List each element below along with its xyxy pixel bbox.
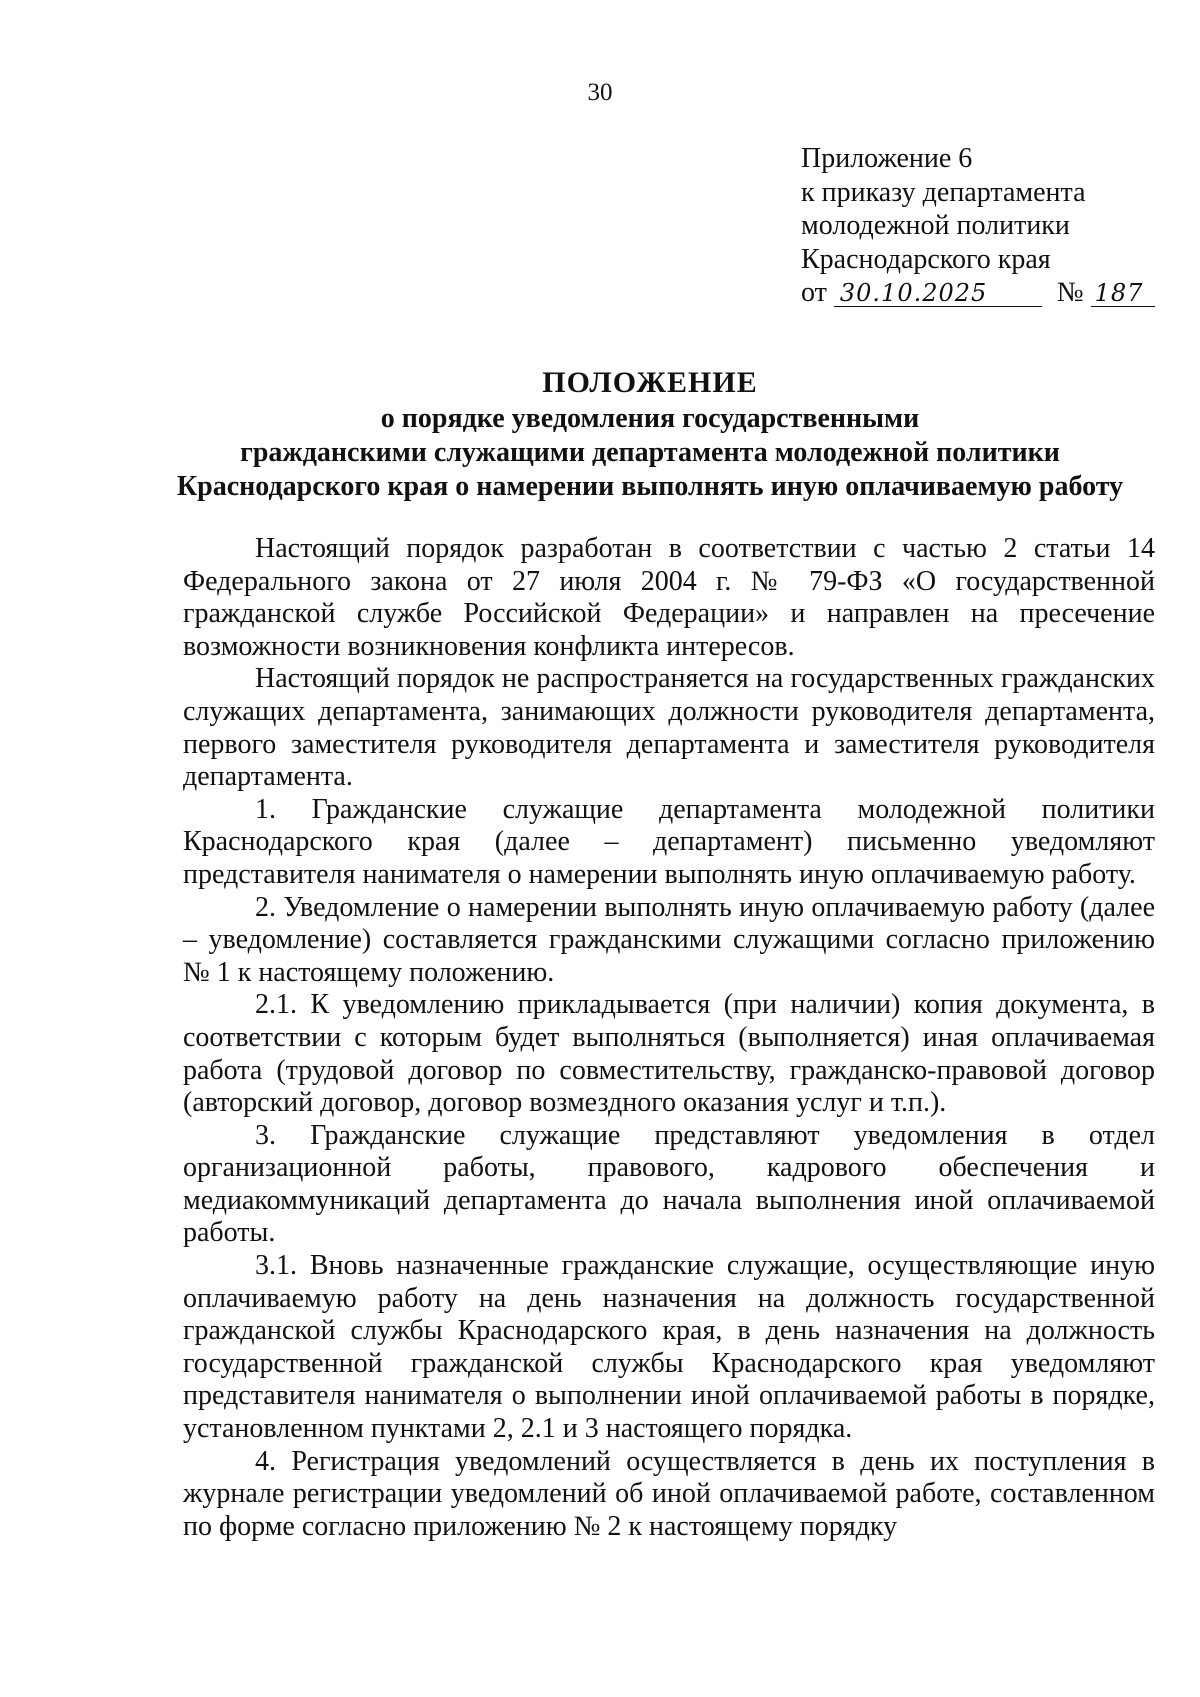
handwritten-date: 30.10.2025: [839, 279, 988, 307]
document-title: [150, 364, 1150, 504]
paragraph: 3.1. Вновь назначенные гражданские служащие, осуществляющие иную оплачиваемую работу на день назначения на должность государственной гражданской службы Краснодарского края, в день назначения на должность государственной гражданской службы Краснодарского края уведомляют представителя нанимателя о выполнении иной оплачиваемой работы в порядке, установленном пунктами 2, 2.1 и 3 настоящего порядка.: [183, 1250, 1155, 1445]
paragraph: 2.1. К уведомлению прикладывается (при наличии) копия документа, в соответствии с которым будет выполняться (выполняется) иная оплачиваемая работа (трудовой договор по совместительству, гражданско-правовой договор (авторский договор, договор возмездного оказания услуг и т.п.).: [183, 989, 1155, 1119]
paragraph: 1. Гражданские служащие департамента молодежной политики Краснодарского края (далее – департамент) письменно уведомляют представителя нанимателя о намерении выполнять иную оплачиваемую работу.: [183, 793, 1155, 890]
paragraph: 4. Регистрация уведомлений осуществляется в день их поступления в журнале регистрации уведомлений об иной оплачиваемой работе, составленном по форме согласно приложению № 2 к настоящему порядку: [183, 1445, 1155, 1542]
appendix-header: [801, 142, 1161, 310]
date-prefix: от: [801, 277, 827, 308]
handwritten-number: 187: [1094, 279, 1144, 307]
paragraph: Настоящий порядок разработан в соответствии с частью 2 статьи 14 Федерального закона от 27 июля 2004 г. № 79-ФЗ «О государственной гражданской службе Российской Федерации» и направлен на пресечение возможности возникновения конфликта интересов.: [183, 533, 1155, 662]
document-body: [183, 533, 1155, 1543]
title-line: Краснодарского края о намерении выполнять иную оплачиваемую работу: [176, 471, 1124, 502]
appendix-line: Краснодарского края: [801, 243, 1051, 275]
page-number: 30: [587, 79, 613, 106]
number-prefix: №: [1056, 277, 1084, 308]
paragraph: 2. Уведомление о намерении выполнять иную оплачиваемую работу (далее – уведомление) составляется гражданскими служащими согласно приложению № 1 к настоящему положению.: [183, 891, 1155, 988]
appendix-line: Приложение 6: [801, 143, 973, 174]
number-field: [1091, 280, 1155, 307]
appendix-line: к приказу департамента: [801, 176, 1086, 208]
paragraph: Настоящий порядок не распространяется на государственных гражданских служащих департамента, занимающих должности руководителя департамента, первого заместителя руководителя департамента и заместителя руководителя департамента.: [183, 663, 1155, 793]
title-line: гражданскими служащими департамента молодежной политики: [240, 437, 1060, 468]
title-main: ПОЛОЖЕНИЕ: [542, 366, 758, 399]
appendix-line: молодежной политики: [801, 210, 1070, 241]
date-field: [834, 280, 1042, 307]
title-line: о порядке уведомления государственными: [380, 403, 920, 434]
appendix-date-number-line: [801, 276, 1161, 310]
paragraph: 3. Гражданские служащие представляют уведомления в отдел организационной работы, правового, кадрового обеспечения и медиакоммуникаций департамента до начала выполнения иной оплачиваемой работы.: [183, 1119, 1155, 1249]
